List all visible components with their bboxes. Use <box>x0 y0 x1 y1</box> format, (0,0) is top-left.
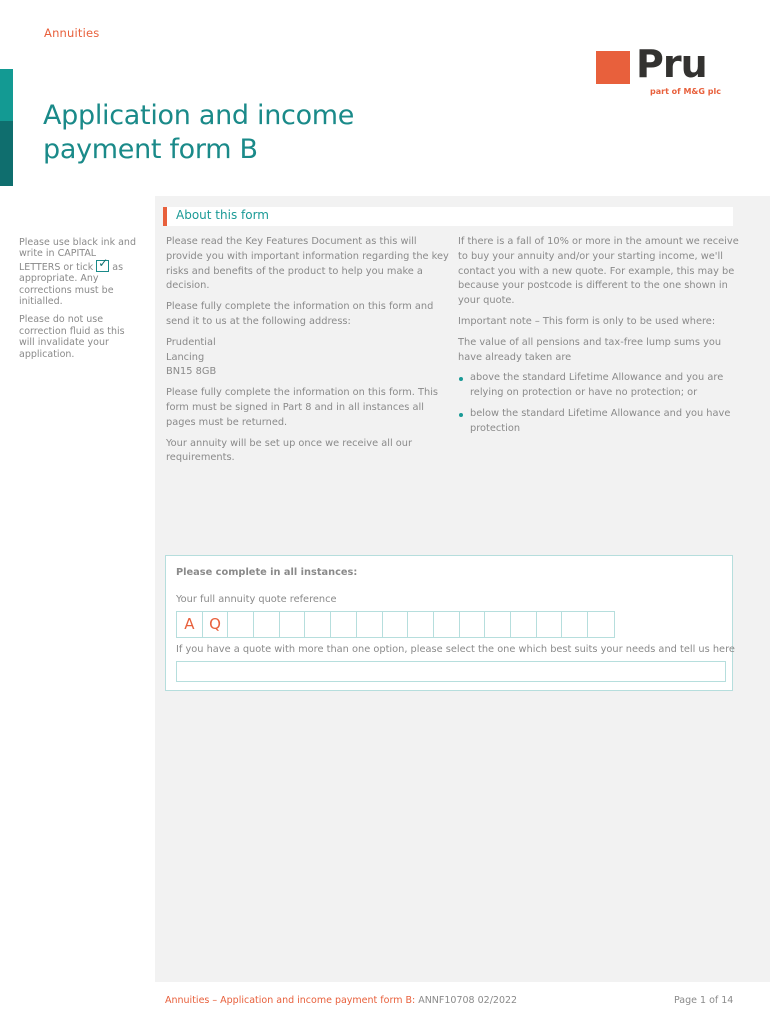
form-panel <box>155 196 770 982</box>
about-heading: About this form <box>176 208 269 222</box>
correction-fluid-instruction: Please do not use correction fluid as this will invalidate your application. <box>19 314 125 360</box>
address-line: BN15 8GB <box>166 366 217 378</box>
header-accent-bar <box>163 207 167 226</box>
logo-tagline: part of M&G plc <box>650 87 721 96</box>
quote-reference-label: Your full annuity quote reference <box>176 594 337 605</box>
quote-ref-char-cell[interactable] <box>562 612 588 637</box>
footer-doc-title <box>165 995 517 1006</box>
quote-ref-char-cell[interactable] <box>485 612 511 637</box>
quote-ref-char-cell[interactable] <box>408 612 434 637</box>
address-line: Lancing <box>166 351 205 363</box>
value-para: The value of all pensions and tax-free lump sums you have already taken are <box>458 336 722 363</box>
about-para-2: Please fully complete the information on this form and send it to us at the following address: <box>166 301 434 327</box>
logo-wordmark: Pru <box>636 42 707 86</box>
list-item: above the standard Lifetime Allowance and you are relying on protection or have no protection; or <box>458 371 740 401</box>
pru-logo <box>596 42 721 100</box>
conditions-list <box>458 371 740 436</box>
quote-ref-char-cell[interactable] <box>460 612 486 637</box>
list-item: below the standard Lifetime Allowance and you have protection <box>458 407 740 437</box>
address-line: Prudential <box>166 336 216 348</box>
about-para-3: Please fully complete the information on this form. This form must be signed in Part 8 and in all instances all pages must be returned. <box>166 387 439 428</box>
quote-ref-char-cell[interactable]: Q <box>203 612 229 637</box>
ink-instruction <box>19 237 139 307</box>
requote-para: If there is a fall of 10% or more in the amount we receive to buy your annuity and/or your starting income, we'll contact you with a new quote. For example, this may be because your postcode is different to the one shown in your quote. <box>458 236 739 307</box>
footer-doc-code: ANNF10708 02/2022 <box>418 995 518 1006</box>
about-section-header <box>163 207 733 226</box>
quote-ref-char-cell[interactable] <box>305 612 331 637</box>
quote-ref-char-cell[interactable] <box>254 612 280 637</box>
title-line-2: payment form B <box>43 134 258 165</box>
ink-instruction-text-a: Please use black ink and write in CAPITAL LETTERS or tick <box>19 237 136 273</box>
tick-box-icon <box>96 260 109 272</box>
side-bar-top <box>0 69 13 121</box>
footer-title-text: Annuities – Application and income payment form B: <box>165 995 419 1006</box>
quote-ref-char-cell[interactable] <box>537 612 563 637</box>
logo-square-icon <box>596 51 630 84</box>
quote-ref-char-cell[interactable]: A <box>177 612 203 637</box>
page-number: Page 1 of 14 <box>674 995 734 1006</box>
important-note: Important note – This form is only to be used where: <box>458 315 716 327</box>
quote-ref-char-cell[interactable] <box>331 612 357 637</box>
quote-ref-char-cell[interactable] <box>357 612 383 637</box>
quote-reference-input[interactable] <box>176 611 615 638</box>
section-label: Annuities <box>44 26 100 40</box>
about-right-column <box>458 235 740 443</box>
ink-instruction-text-b: as appropriate. Any corrections must be initialled. <box>19 261 124 308</box>
quote-ref-char-cell[interactable] <box>383 612 409 637</box>
quote-option-input[interactable] <box>176 661 726 682</box>
quote-reference-section <box>165 555 733 691</box>
side-bar-bottom <box>0 121 13 186</box>
instructions-sidenote <box>19 237 139 367</box>
quote-ref-char-cell[interactable] <box>434 612 460 637</box>
quote-ref-char-cell[interactable] <box>280 612 306 637</box>
title-line-1: Application and income <box>43 100 355 131</box>
quote-ref-char-cell[interactable] <box>588 612 614 637</box>
postal-address <box>166 336 451 380</box>
quote-ref-char-cell[interactable] <box>228 612 254 637</box>
about-para-4: Your annuity will be set up once we receive all our requirements. <box>166 437 413 464</box>
quote-ref-char-cell[interactable] <box>511 612 537 637</box>
quote-section-heading: Please complete in all instances: <box>176 567 358 578</box>
quote-option-label: If you have a quote with more than one option, please select the one which best suits your needs and tell us here <box>176 644 735 655</box>
page-title <box>43 99 354 167</box>
decorative-side-bar <box>0 69 13 186</box>
about-para-1: Please read the Key Features Document as this will provide you with important information regarding the key risks and benefits of the product to help you make a decision. <box>166 236 449 292</box>
about-left-column <box>166 235 451 472</box>
